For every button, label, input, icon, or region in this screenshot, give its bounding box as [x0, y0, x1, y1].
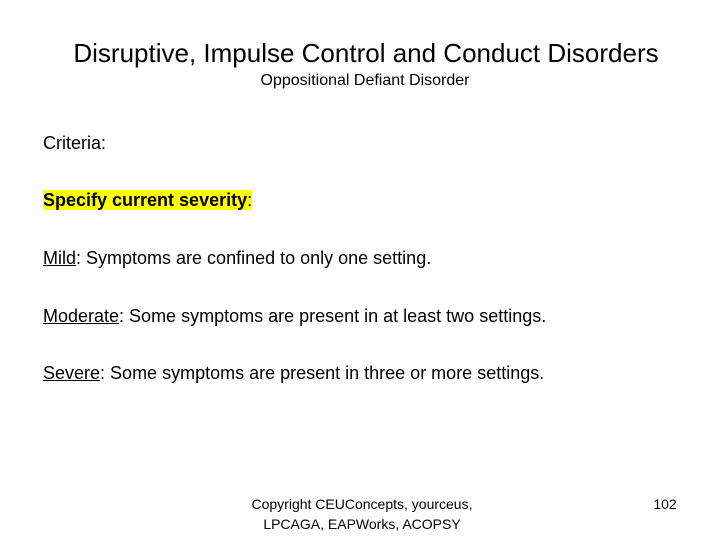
moderate-description: : Some symptoms are present in at least two settings.: [119, 306, 547, 326]
severity-highlight: [43, 190, 252, 210]
footer-copyright: Copyright CEUConcepts, yourceus, LPCAGA, EAPWorks, ACOPSY: [251, 496, 473, 532]
severity-line: [43, 188, 252, 212]
severity-severe-line: [43, 361, 544, 385]
severity-colon: :: [247, 190, 253, 210]
mild-term: Mild: [43, 248, 77, 268]
slide-subtitle: Oppositional Defiant Disorder: [260, 72, 470, 89]
severe-term: Severe: [43, 363, 101, 383]
severity-mild-line: [43, 246, 431, 270]
moderate-term: Moderate: [43, 306, 120, 326]
page-number: 102: [653, 496, 677, 512]
severe-description: : Some symptoms are present in three or more settings.: [100, 363, 545, 383]
severity-moderate-line: [43, 304, 546, 328]
slide-title: Disruptive, Impulse Control and Conduct Disorders: [73, 38, 659, 68]
mild-description: : Symptoms are confined to only one setting.: [76, 248, 432, 268]
severity-label: Specify current severity: [43, 190, 248, 210]
criteria-label: Criteria:: [43, 133, 107, 153]
